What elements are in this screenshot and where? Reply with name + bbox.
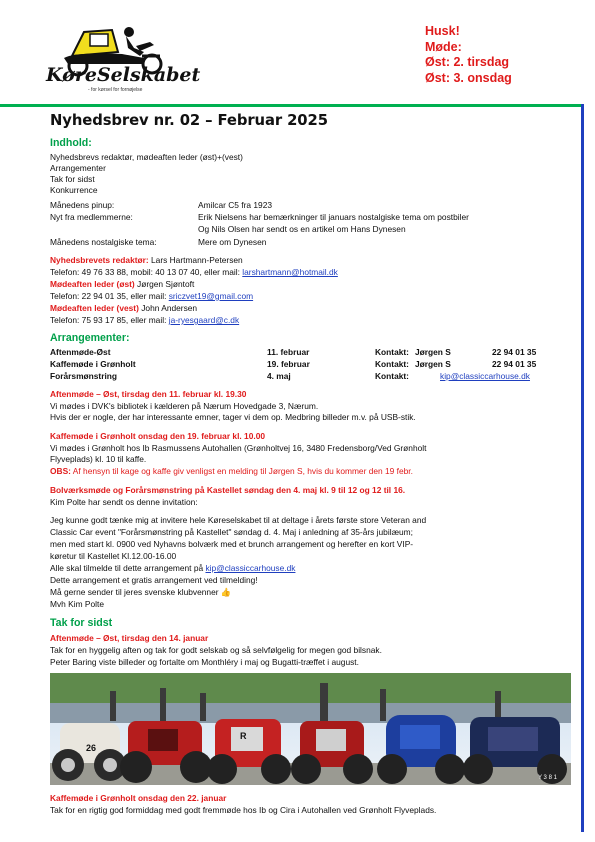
logo-tagline: - for kørsel for fornøjelse <box>88 87 143 93</box>
event-row-contact: Jørgen S <box>415 347 451 357</box>
event3-closing: Dette arrangement et gratis arrangement ved tilmelding! <box>50 575 258 585</box>
event3-intro: Kim Polte har sendt os denne invitation: <box>50 497 198 507</box>
green-divider <box>0 104 581 107</box>
event1-line: Hvis der er nogle, der har interessante emner, tager vi dem op. Medbring billeder m.v. på USB-stik. <box>50 412 416 422</box>
theme-value: Mere om Dynesen <box>198 237 267 247</box>
car-number: R <box>240 731 247 741</box>
event-row-phone: 22 94 01 35 <box>492 359 537 369</box>
event-row-date: 4. maj <box>267 371 291 381</box>
thanks-subheading-2: Kaffemøde i Grønholt onsdag den 22. januar <box>50 793 227 803</box>
event2-heading: Kaffemøde i Grønholt onsdag den 19. februar kl. 10.00 <box>50 431 266 441</box>
contents-item: Månedens pinup: <box>50 200 115 210</box>
contact-east: Mødeaften leder (øst) Jørgen Sjøntoft <box>50 279 195 289</box>
event3-closing: Må gerne sender til jeres svenske klubvenner 👍 <box>50 587 232 597</box>
member-news-2: Og Nils Olsen har sendt os en artikel om Hans Dynesen <box>198 224 406 234</box>
race-cars-image <box>50 673 571 785</box>
signup-email-link[interactable]: kip@classiccarhouse.dk <box>205 563 296 573</box>
event-row-email-link[interactable]: kip@classiccarhouse.dk <box>440 371 530 381</box>
event2-obs: OBS: Af hensyn til kage og kaffe giv venligst en melding til Jørgen S, hvis du kommer den 19 febr. <box>50 466 413 476</box>
reminder-line: Øst: 3. onsdag <box>425 70 512 85</box>
motorcycle-sidecar-icon <box>44 18 194 98</box>
reminder-line: Husk! <box>425 24 460 38</box>
member-news-1: Erik Nielsens har bemærkninger til januars nostalgiske tema om postbiler <box>198 212 469 222</box>
blue-margin-line <box>581 104 584 832</box>
thanks-line-2: Tak for en rigtig god formiddag med godt fremmøde hos Ib og Cira i Autohallen ved Grønholt Flyveplads. <box>50 805 437 815</box>
event2-line: Vi mødes i Grønholt hos Ib Rasmussens Autohallen (Grønholtvej 16, 3480 Fredensborg/Ved Grønholt <box>50 443 427 453</box>
event3-heading: Bolværksmøde og Forårsmønstring på Kastellet søndag den 4. maj kl. 9 til 12 og 12 til 16. <box>50 485 406 495</box>
contact-east-phone: Telefon: 22 94 01 35, eller mail: sriczvet19@gmail.com <box>50 291 254 301</box>
contact-west-phone: Telefon: 75 93 17 85, eller mail: ja-ryesgaard@c.dk <box>50 315 240 325</box>
contents-heading: Indhold: <box>50 137 92 149</box>
contents-item: Nyt fra medlemmerne: <box>50 212 133 222</box>
contents-item: Nyhedsbrevs redaktør, mødeaften leder (øst)+(vest) <box>50 152 243 162</box>
west-email-link[interactable]: ja-ryesgaard@c.dk <box>168 315 240 325</box>
event3-closing: Mvh Kim Polte <box>50 599 104 609</box>
thanks-heading: Tak for sidst <box>50 617 113 629</box>
contact-editor-phone: Telefon: 49 76 33 88, mobil: 40 13 07 40, eller mail: larshartmann@hotmail.dk <box>50 267 338 277</box>
event1-heading: Aftenmøde – Øst, tirsdag den 11. februar kl. 19.30 <box>50 389 247 399</box>
event3-line: køretur til Kastellet Kl.12.00-16.00 <box>50 551 177 561</box>
thanks-line: Tak for en hyggelig aften og tak for godt selskab og så selvfølgelig for megen god bilsnak. <box>50 645 382 655</box>
contact-west: Mødeaften leder (vest) John Andersen <box>50 303 198 313</box>
reminder-line: Øst: 2. tirsdag <box>425 55 510 69</box>
event-row-date: 19. februar <box>267 359 310 369</box>
event2-line: Flyveplads) kl. 10 til kaffe. <box>50 454 147 464</box>
event-row-date: 11. februar <box>267 347 310 357</box>
contents-item: Tak for sidst <box>50 174 95 184</box>
pinup-value: Amilcar C5 fra 1923 <box>198 200 273 210</box>
event3-line: Classic Car event "Forårsmønstring på Kastellet" søndag d. 4. Maj i anledning af 35-års jubilæum; <box>50 527 413 537</box>
event-row-name: Kaffemøde i Grønholt <box>50 359 136 369</box>
club-logo <box>44 18 201 98</box>
east-email-link[interactable]: sriczvet19@gmail.com <box>168 291 254 301</box>
event3-line: men med start kl. 0900 ved Nyhavns bolværk med et brunch arrangement og herefter en kort VIP- <box>50 539 414 549</box>
event-row-name: Aftenmøde-Øst <box>50 347 111 357</box>
event-row-contact: Jørgen S <box>415 359 451 369</box>
event-row-name: Forårsmønstring <box>50 371 118 381</box>
event3-signup: Alle skal tilmelde til dette arrangement på kip@classiccarhouse.dk <box>50 563 296 573</box>
contents-item: Månedens nostalgiske tema: <box>50 237 157 247</box>
event1-line: Vi mødes i DVK's bibliotek i kælderen på Nærum Hovedgade 3, Nærum. <box>50 401 319 411</box>
event-row-label: Kontakt: <box>375 347 409 357</box>
car-number: Y 3 8 1 <box>538 775 557 781</box>
contents-item: Arrangementer <box>50 163 106 173</box>
event-row-label: Kontakt: <box>375 359 409 369</box>
event-row-phone: 22 94 01 35 <box>492 347 537 357</box>
event3-line: Jeg kunne godt tænke mig at invitere hele Køreselskabet til at deltage i årets første store Veteran and <box>50 515 427 525</box>
contents-item: Konkurrence <box>50 185 98 195</box>
logo-wordmark: KøreSelskabet <box>46 64 201 86</box>
newsletter-title: Nyhedsbrev nr. 02 – Februar 2025 <box>50 112 328 129</box>
car-number: 26 <box>86 743 97 753</box>
vintage-cars-photo <box>50 673 571 785</box>
reminder-line: Møde: <box>425 39 462 54</box>
reminder-box <box>425 24 512 86</box>
contact-editor: Nyhedsbrevets redaktør: Lars Hartmann-Petersen <box>50 255 243 265</box>
thanks-subheading: Aftenmøde – Øst, tirsdag den 14. januar <box>50 633 209 643</box>
events-heading: Arrangementer: <box>50 332 130 344</box>
thanks-line: Peter Baring viste billeder og fortalte om Monthléry i maj og Bugatti-træffet i august. <box>50 657 359 667</box>
event-row-label: Kontakt: <box>375 371 409 381</box>
editor-email-link[interactable]: larshartmann@hotmail.dk <box>242 267 338 277</box>
